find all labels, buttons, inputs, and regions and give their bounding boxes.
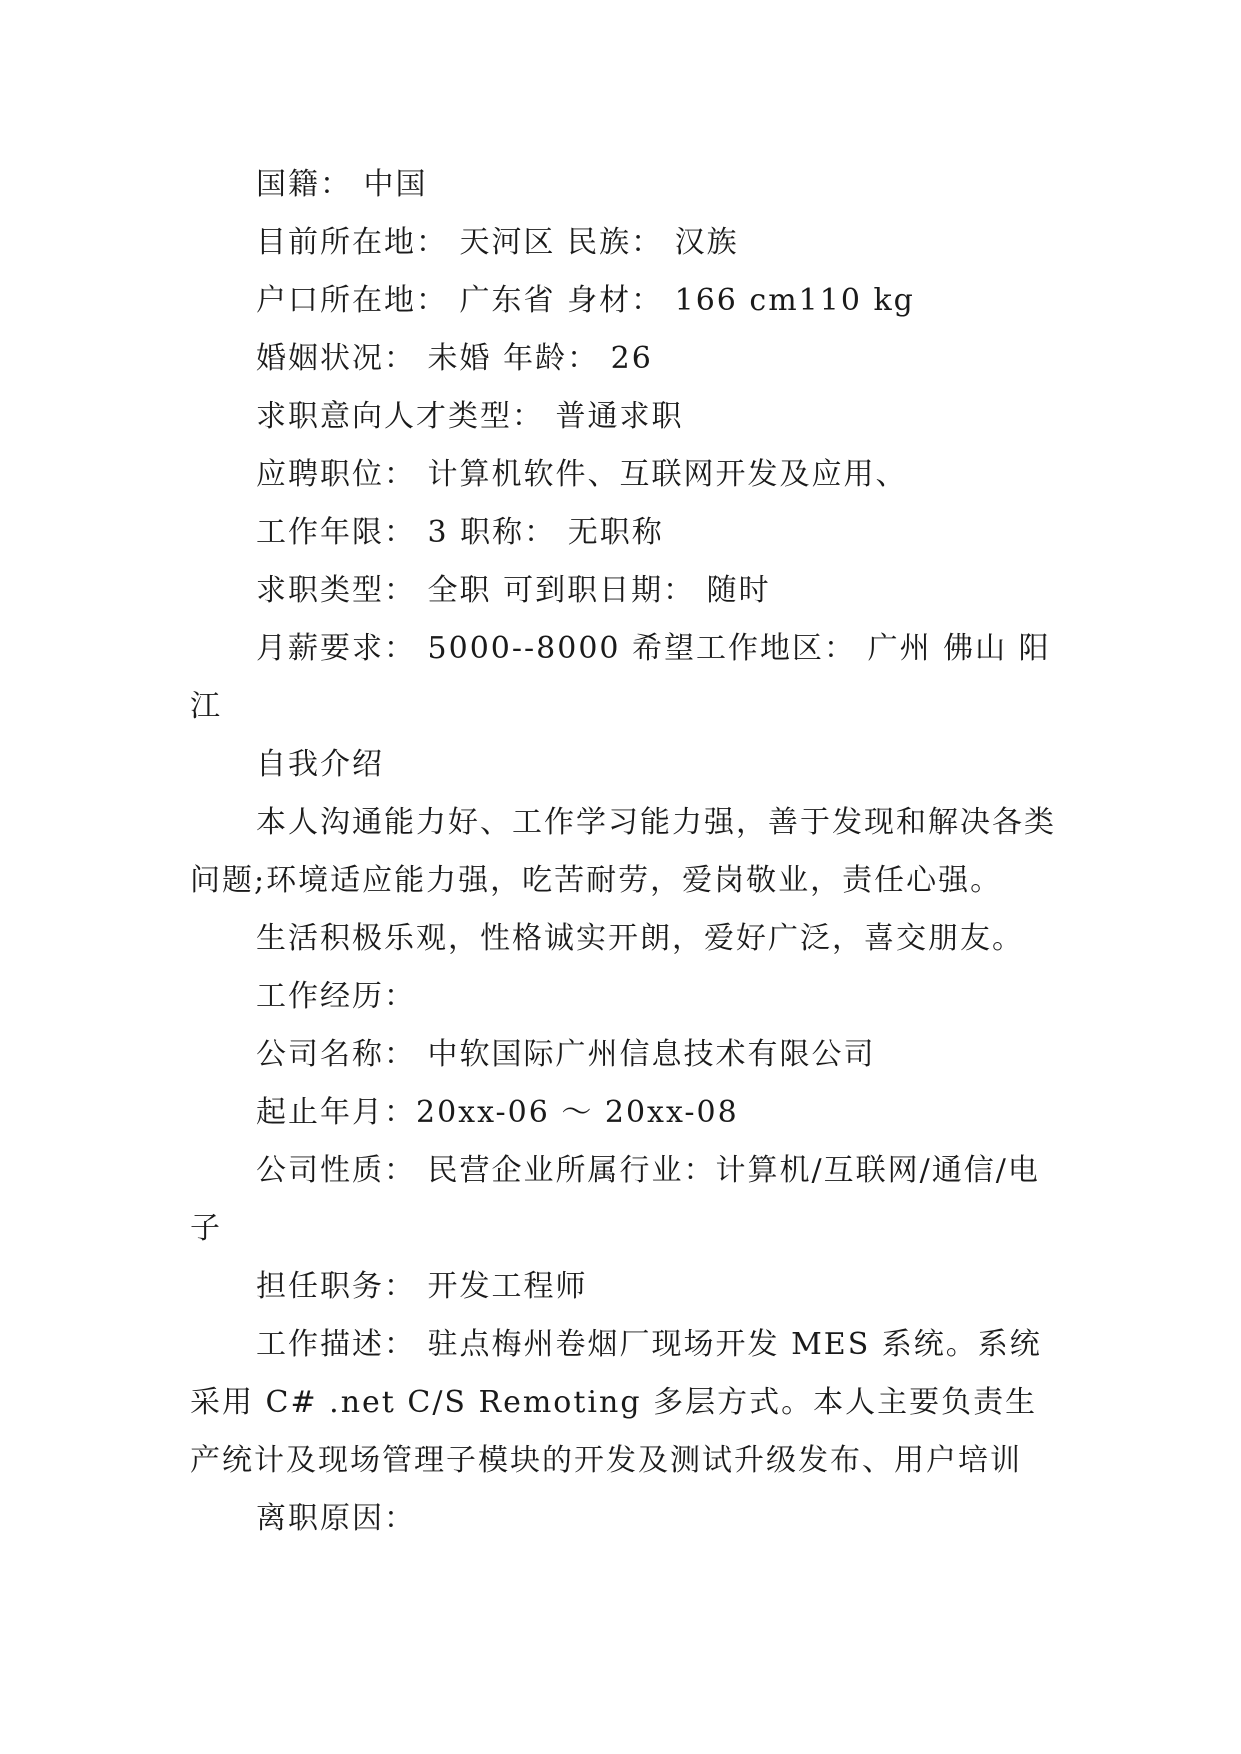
job-type-line: 求职类型： 全职 可到职日期： 随时 [256,573,771,608]
document-body [190,156,1058,1548]
salary-region-paragraph: 月薪要求： 5000--8000 希望工作地区： 广州 佛山 阳江 [190,631,1051,724]
leaving-reason-line: 离职原因： [256,1501,416,1536]
current-location-line: 目前所在地： 天河区 民族： 汉族 [256,225,739,260]
personality-paragraph: 生活积极乐观，性格诚实开朗，爱好广泛，喜交朋友。 [256,921,1024,956]
marital-status-line: 婚姻状况： 未婚 年龄： 26 [256,341,653,376]
job-title-line: 担任职务： 开发工程师 [256,1269,588,1304]
job-description-paragraph: 工作描述： 驻点梅州卷烟厂现场开发 MES 系统。系统采用 C# .net C/S Remoting 多层方式。本人主要负责生产统计及现场管理子模块的开发及测试升级发布、用户培训 [190,1327,1042,1478]
company-nature-paragraph: 公司性质： 民营企业所属行业：计算机/互联网/通信/电子 [190,1153,1040,1246]
self-introduction-heading: 自我介绍 [256,747,384,782]
applied-position-line: 应聘职位： 计算机软件、互联网开发及应用、 [256,457,908,492]
date-range-line: 起止年月：20xx-06 ～ 20xx-08 [256,1095,739,1130]
self-introduction-paragraph: 本人沟通能力好、工作学习能力强，善于发现和解决各类问题;环境适应能力强，吃苦耐劳，爱岗敬业，责任心强。 [190,805,1056,898]
company-name-line: 公司名称： 中软国际广州信息技术有限公司 [256,1037,876,1072]
nationality-line: 国籍： 中国 [256,167,428,202]
work-experience-heading: 工作经历： [256,979,416,1014]
talent-type-line: 求职意向人才类型： 普通求职 [256,399,684,434]
household-registration-line: 户口所在地： 广东省 身材： 166 cm110 kg [256,283,915,318]
work-years-line: 工作年限： 3 职称： 无职称 [256,515,664,550]
